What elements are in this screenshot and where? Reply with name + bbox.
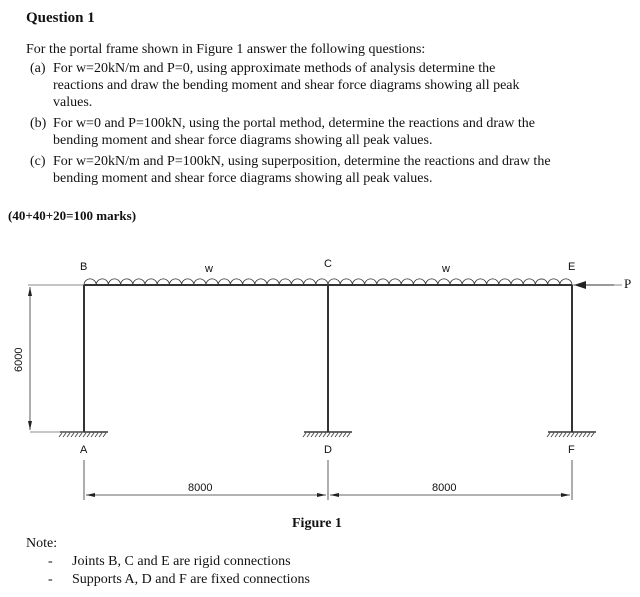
part-a-line: For w=20kN/m and P=0, using approximate methods of analysis determine the	[53, 61, 496, 76]
joint-e-label: E	[568, 261, 576, 273]
part-b-line: bending moment and shear force diagrams showing all peak values.	[53, 133, 433, 148]
note-label: Note:	[26, 536, 58, 551]
part-b-line: For w=0 and P=100kN, using the portal method, determine the reactions and draw the	[53, 116, 535, 131]
load-p-arrow	[574, 281, 586, 289]
joint-f-label: F	[568, 444, 575, 456]
part-a-line: values.	[53, 95, 93, 110]
intro-text: For the portal frame shown in Figure 1 answer the following questions:	[26, 42, 426, 57]
part-c-label: (c)	[30, 154, 46, 169]
load-p-label: P	[624, 276, 632, 291]
load-w-label: w	[442, 263, 450, 275]
note-item: Joints B, C and E are rigid connections	[72, 554, 291, 569]
span2-label: 8000	[432, 482, 457, 494]
joint-a-label: A	[80, 444, 88, 456]
figure-caption: Figure 1	[292, 516, 342, 531]
fixed-support-f	[547, 432, 596, 437]
joint-b-label: B	[80, 261, 88, 273]
udl-load	[84, 279, 572, 285]
part-a-label: (a)	[30, 61, 46, 76]
question-title: Question 1	[26, 10, 95, 26]
joint-d-label: D	[324, 444, 332, 456]
part-a-line: reactions and draw the bending moment and shear force diagrams showing all peak	[53, 78, 520, 93]
part-c-line: bending moment and shear force diagrams showing all peak values.	[53, 171, 433, 186]
marks-text: (40+40+20=100 marks)	[8, 208, 137, 223]
part-b-label: (b)	[30, 116, 47, 131]
joint-c-label: C	[324, 258, 332, 270]
part-c-line: For w=20kN/m and P=100kN, using superposition, determine the reactions and draw the	[53, 154, 551, 169]
height-dimension-label: 6000	[13, 347, 25, 372]
load-w-label: w	[205, 263, 213, 275]
note-bullet: -	[48, 572, 53, 587]
note-bullet: -	[48, 554, 53, 569]
fixed-support-a	[59, 432, 108, 437]
note-item: Supports A, D and F are fixed connections	[72, 572, 310, 587]
span1-label: 8000	[188, 482, 213, 494]
fixed-support-d	[303, 432, 352, 437]
